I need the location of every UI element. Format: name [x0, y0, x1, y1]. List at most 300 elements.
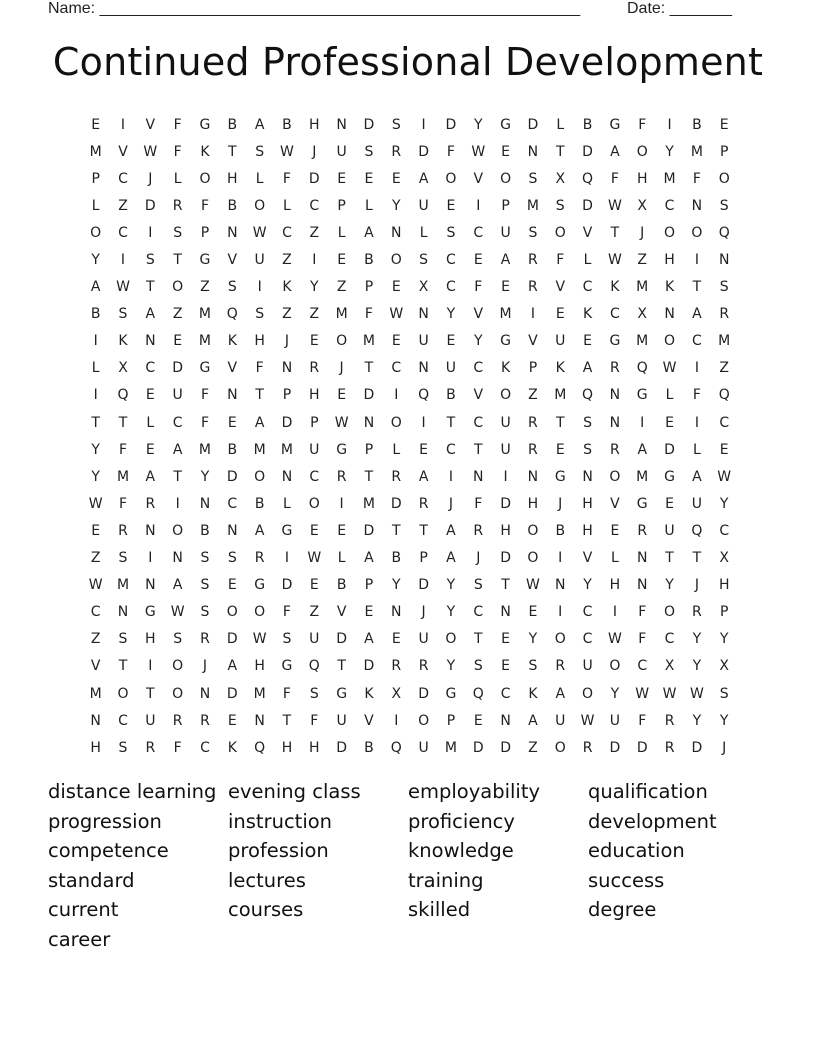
grid-letter: B: [200, 522, 210, 539]
grid-letter: C: [309, 468, 320, 485]
grid-letter: C: [637, 658, 648, 675]
grid-letter: N: [391, 604, 402, 621]
grid-letter: B: [90, 306, 101, 323]
grid-letter: S: [719, 279, 729, 296]
grid-letter: L: [665, 387, 674, 404]
grid-letter: I: [284, 550, 290, 567]
grid-letter: K: [200, 143, 210, 160]
grid-letter: L: [337, 550, 346, 567]
grid-letter: N: [418, 360, 429, 377]
grid-letter: U: [500, 441, 511, 458]
grid-letter: C: [500, 685, 511, 702]
grid-letter: T: [692, 550, 702, 567]
grid-letter: E: [555, 441, 565, 458]
grid-letter: U: [145, 712, 156, 729]
grid-letter: K: [227, 739, 237, 756]
grid-row: [82, 734, 738, 761]
grid-letter: B: [582, 116, 593, 133]
grid-letter: V: [118, 143, 128, 160]
grid-letter: Y: [91, 441, 100, 458]
grid-letter: F: [638, 604, 647, 621]
grid-letter: D: [582, 143, 593, 160]
grid-letter: E: [337, 522, 347, 539]
grid-letter: C: [691, 333, 702, 350]
grid-letter: G: [336, 685, 348, 702]
grid-letter: S: [118, 550, 128, 567]
grid-letter: E: [173, 333, 183, 350]
grid-letter: O: [172, 658, 184, 675]
grid-letter: K: [582, 306, 593, 323]
grid-letter: D: [418, 685, 429, 702]
grid-letter: R: [637, 522, 648, 539]
grid-letter: M: [636, 333, 649, 350]
grid-letter: E: [555, 306, 565, 323]
grid-letter: M: [362, 495, 375, 512]
grid-letter: S: [583, 414, 593, 431]
grid-letter: N: [609, 387, 621, 404]
grid-letter: O: [226, 604, 238, 621]
grid-letter: F: [364, 306, 373, 323]
grid-letter: G: [199, 252, 211, 269]
grid-letter: C: [118, 224, 128, 241]
grid-letter: Z: [309, 604, 320, 621]
grid-letter: I: [148, 224, 153, 241]
grid-letter: W: [389, 306, 404, 323]
grid-letter: N: [500, 604, 511, 621]
grid-letter: P: [364, 441, 374, 458]
grid-letter: M: [89, 143, 102, 160]
grid-letter: T: [282, 712, 292, 729]
grid-letter: D: [226, 468, 238, 485]
grid-letter: Y: [473, 333, 483, 350]
grid-letter: D: [418, 143, 429, 160]
grid-letter: Y: [391, 197, 401, 214]
grid-letter: A: [145, 306, 156, 323]
header-line: [48, 0, 748, 20]
grid-letter: I: [257, 279, 262, 296]
grid-letter: Z: [309, 306, 320, 323]
grid-letter: A: [145, 468, 156, 485]
grid-letter: M: [444, 739, 457, 756]
grid-letter: T: [473, 631, 483, 648]
grid-row: [82, 653, 738, 680]
grid-letter: M: [116, 468, 130, 485]
grid-letter: R: [309, 360, 320, 377]
grid-letter: Z: [90, 631, 101, 648]
grid-letter: F: [474, 279, 483, 296]
grid-letter: A: [364, 550, 374, 567]
grid-letter: V: [473, 170, 484, 187]
grid-letter: S: [528, 658, 538, 675]
grid-letter: Y: [91, 468, 100, 485]
grid-letter: L: [337, 224, 346, 241]
grid-letter: H: [527, 495, 539, 512]
grid-letter: I: [421, 414, 426, 431]
grid-letter: M: [198, 441, 212, 458]
grid-letter: B: [446, 387, 456, 404]
grid-letter: R: [664, 739, 675, 756]
grid-letter: F: [282, 170, 291, 187]
page-title: Continued Professional Development: [52, 40, 764, 84]
grid-letter: C: [446, 252, 456, 269]
grid-letter: R: [145, 739, 156, 756]
grid-letter: G: [664, 468, 675, 485]
grid-letter: S: [145, 252, 155, 269]
grid-letter: P: [719, 143, 729, 160]
grid-letter: Q: [636, 360, 648, 377]
grid-letter: T: [146, 685, 155, 702]
grid-letter: V: [555, 279, 566, 296]
grid-letter: A: [692, 306, 702, 323]
grid-letter: O: [718, 170, 730, 187]
grid-letter: I: [120, 116, 126, 133]
grid-letter: C: [446, 279, 456, 296]
grid-letter: C: [473, 360, 484, 377]
grid-letter: I: [503, 468, 508, 485]
grid-letter: E: [446, 197, 456, 214]
grid-letter: E: [719, 116, 729, 133]
grid-letter: R: [610, 441, 620, 458]
grid-letter: O: [664, 333, 676, 350]
grid-row: [82, 490, 738, 517]
grid-letter: G: [254, 577, 266, 594]
grid-letter: N: [145, 522, 156, 539]
grid-letter: P: [200, 224, 210, 241]
grid-letter: B: [254, 495, 265, 512]
grid-letter: T: [391, 522, 401, 539]
grid-row: [82, 707, 738, 734]
grid-letter: W: [88, 495, 103, 512]
grid-letter: D: [363, 658, 375, 675]
grid-letter: T: [228, 143, 237, 160]
grid-letter: E: [473, 712, 483, 729]
grid-letter: D: [281, 577, 293, 594]
grid-letter: I: [694, 414, 699, 431]
grid-letter: P: [419, 550, 428, 567]
grid-letter: O: [90, 224, 102, 241]
grid-letter: K: [500, 360, 511, 377]
grid-letter: V: [528, 333, 538, 350]
grid-letter: V: [90, 658, 101, 675]
grid-letter: Q: [718, 387, 730, 404]
grid-letter: I: [394, 387, 399, 404]
grid-letter: F: [692, 387, 701, 404]
grid-letter: A: [637, 441, 648, 458]
grid-letter: F: [638, 712, 647, 729]
grid-letter: U: [309, 631, 320, 648]
grid-letter: F: [282, 685, 291, 702]
grid-letter: D: [390, 495, 402, 512]
grid-letter: D: [226, 631, 238, 648]
grid-letter: I: [175, 495, 180, 512]
grid-letter: C: [664, 197, 675, 214]
name-field-label: Name: ______________________________________________________: [48, 0, 581, 17]
grid-letter: O: [254, 468, 266, 485]
grid-letter: Y: [692, 712, 702, 729]
grid-letter: R: [391, 658, 402, 675]
grid-letter: Q: [582, 170, 594, 187]
grid-letter: Q: [254, 739, 266, 756]
grid-letter: E: [145, 387, 155, 404]
grid-letter: N: [199, 685, 211, 702]
grid-letter: K: [528, 685, 538, 702]
grid-letter: E: [610, 522, 620, 539]
grid-letter: A: [418, 468, 429, 485]
grid-letter: E: [528, 604, 538, 621]
grid-letter: Z: [528, 387, 538, 404]
grid-letter: C: [719, 414, 730, 431]
grid-letter: Y: [528, 631, 538, 648]
grid-letter: C: [473, 224, 484, 241]
grid-letter: S: [446, 224, 456, 241]
grid-letter: U: [418, 739, 429, 756]
grid-letter: U: [254, 252, 265, 269]
grid-letter: D: [308, 170, 320, 187]
grid-letter: I: [448, 468, 453, 485]
grid-letter: V: [227, 252, 238, 269]
grid-letter: E: [337, 387, 347, 404]
grid-letter: N: [664, 306, 675, 323]
grid-letter: U: [555, 712, 566, 729]
grid-row: [82, 463, 738, 490]
grid-letter: I: [476, 197, 481, 214]
grid-letter: O: [664, 604, 676, 621]
grid-letter: D: [500, 739, 511, 756]
grid-letter: L: [173, 170, 182, 187]
grid-letter: S: [118, 306, 128, 323]
grid-letter: E: [501, 143, 511, 160]
grid-letter: C: [227, 495, 238, 512]
grid-letter: I: [120, 252, 126, 269]
grid-letter: H: [636, 170, 648, 187]
grid-letter: I: [339, 495, 344, 512]
grid-letter: S: [719, 685, 729, 702]
grid-letter: P: [446, 712, 456, 729]
grid-letter: W: [662, 360, 677, 377]
word-list-item: proficiency: [408, 809, 515, 833]
grid-letter: J: [202, 658, 208, 675]
grid-letter: P: [310, 414, 319, 431]
grid-letter: V: [336, 604, 347, 621]
grid-letter: T: [473, 441, 483, 458]
grid-letter: C: [391, 360, 402, 377]
grid-letter: Z: [637, 252, 648, 269]
grid-letter: W: [607, 197, 622, 214]
grid-letter: F: [200, 387, 209, 404]
word-list-item: skilled: [408, 898, 471, 921]
grid-letter: A: [528, 712, 538, 729]
grid-row: [82, 301, 738, 328]
grid-letter: F: [282, 604, 291, 621]
grid-letter: R: [528, 279, 538, 296]
grid-letter: G: [144, 604, 156, 621]
grid-letter: N: [582, 468, 593, 485]
grid-letter: I: [148, 550, 153, 567]
grid-letter: D: [664, 441, 675, 458]
grid-letter: Q: [117, 387, 129, 404]
grid-letter: Y: [610, 685, 620, 702]
word-list-item: qualification: [588, 780, 708, 803]
grid-letter: I: [530, 306, 535, 323]
grid-letter: N: [90, 712, 101, 729]
grid-letter: F: [692, 170, 701, 187]
grid-letter: U: [336, 143, 347, 160]
grid-letter: B: [227, 441, 238, 458]
grid-letter: U: [418, 631, 429, 648]
grid-letter: C: [582, 279, 593, 296]
grid-letter: A: [364, 224, 374, 241]
grid-letter: Z: [200, 279, 210, 296]
grid-letter: L: [610, 550, 619, 567]
grid-row: [82, 545, 738, 572]
grid-letter: L: [556, 116, 565, 133]
grid-letter: Q: [418, 387, 430, 404]
grid-letter: L: [365, 197, 373, 214]
grid-letter: R: [664, 712, 675, 729]
grid-letter: T: [91, 414, 100, 431]
grid-letter: Q: [582, 387, 594, 404]
grid-letter: O: [582, 685, 594, 702]
grid-letter: L: [146, 414, 155, 431]
grid-letter: H: [500, 522, 511, 539]
grid-letter: N: [281, 468, 293, 485]
grid-letter: U: [582, 658, 593, 675]
grid-letter: G: [199, 116, 211, 133]
grid-row: [82, 219, 738, 246]
grid-letter: G: [554, 468, 566, 485]
grid-letter: E: [309, 522, 319, 539]
word-list-item: progression: [48, 809, 162, 833]
word-list-item: lectures: [228, 868, 306, 892]
grid-letter: B: [555, 522, 566, 539]
grid-letter: Y: [719, 712, 729, 729]
grid-letter: R: [528, 252, 538, 269]
grid-letter: M: [335, 306, 348, 323]
grid-letter: W: [717, 468, 732, 485]
grid-letter: B: [282, 116, 292, 133]
grid-row: [82, 138, 738, 165]
grid-letter: Y: [446, 577, 456, 594]
grid-row: [82, 246, 738, 273]
grid-letter: W: [88, 577, 103, 594]
letter-grid: [82, 111, 738, 761]
grid-letter: P: [528, 360, 538, 377]
grid-letter: F: [638, 631, 647, 648]
grid-letter: O: [445, 170, 457, 187]
grid-letter: R: [418, 658, 429, 675]
grid-letter: U: [664, 522, 675, 539]
grid-letter: I: [558, 604, 563, 621]
grid-letter: G: [636, 387, 648, 404]
grid-letter: G: [336, 441, 348, 458]
grid-row: [82, 599, 738, 626]
grid-letter: Q: [226, 306, 238, 323]
grid-letter: P: [719, 604, 729, 621]
grid-letter: D: [336, 631, 347, 648]
grid-letter: N: [199, 495, 211, 512]
grid-letter: M: [636, 468, 649, 485]
grid-letter: N: [555, 577, 566, 594]
grid-letter: F: [200, 414, 209, 431]
grid-letter: F: [474, 495, 483, 512]
grid-letter: S: [200, 604, 210, 621]
grid-letter: I: [93, 387, 98, 404]
grid-letter: M: [116, 577, 130, 594]
grid-letter: U: [418, 197, 429, 214]
grid-letter: C: [145, 360, 156, 377]
word-list-item: distance learning: [48, 780, 217, 803]
grid-row: [82, 572, 738, 599]
grid-letter: A: [418, 170, 429, 187]
grid-letter: R: [118, 522, 128, 539]
word-list-item: success: [588, 868, 665, 892]
grid-letter: H: [664, 252, 675, 269]
grid-letter: F: [200, 197, 209, 214]
grid-letter: F: [173, 116, 182, 133]
grid-letter: G: [500, 333, 512, 350]
grid-letter: Y: [583, 577, 592, 594]
grid-letter: N: [636, 577, 648, 594]
grid-letter: Y: [665, 143, 674, 160]
grid-letter: R: [254, 550, 265, 567]
grid-letter: T: [446, 414, 456, 431]
grid-letter: X: [719, 550, 729, 567]
grid-letter: Z: [282, 306, 292, 323]
grid-letter: J: [722, 739, 727, 756]
grid-letter: E: [473, 252, 483, 269]
grid-letter: V: [364, 712, 374, 729]
grid-letter: S: [227, 279, 237, 296]
grid-letter: R: [528, 414, 538, 431]
grid-letter: L: [91, 197, 100, 214]
grid-letter: Y: [446, 306, 456, 323]
grid-letter: A: [446, 522, 456, 539]
grid-letter: I: [640, 414, 645, 431]
grid-letter: L: [419, 224, 428, 241]
grid-letter: I: [558, 550, 563, 567]
grid-letter: U: [172, 387, 183, 404]
grid-letter: J: [476, 550, 481, 567]
grid-letter: Y: [91, 252, 100, 269]
grid-letter: S: [473, 658, 483, 675]
grid-row: [82, 111, 738, 138]
grid-letter: E: [419, 441, 429, 458]
grid-letter: Y: [446, 604, 456, 621]
grid-letter: R: [200, 712, 210, 729]
grid-letter: N: [145, 333, 156, 350]
grid-letter: B: [692, 116, 702, 133]
grid-letter: U: [691, 495, 702, 512]
grid-letter: Y: [692, 631, 702, 648]
grid-letter: E: [364, 170, 374, 187]
grid-letter: O: [500, 170, 512, 187]
grid-letter: A: [692, 468, 702, 485]
grid-letter: Z: [282, 252, 292, 269]
grid-letter: D: [363, 387, 375, 404]
grid-letter: J: [339, 360, 344, 377]
grid-letter: L: [583, 252, 592, 269]
grid-letter: W: [116, 279, 130, 296]
grid-letter: G: [500, 116, 512, 133]
grid-letter: Z: [118, 197, 128, 214]
grid-letter: N: [336, 116, 347, 133]
grid-letter: J: [421, 604, 426, 621]
grid-letter: J: [558, 495, 563, 512]
grid-letter: E: [665, 495, 674, 512]
grid-letter: L: [283, 197, 291, 214]
grid-letter: S: [255, 306, 265, 323]
grid-row: [82, 274, 738, 301]
